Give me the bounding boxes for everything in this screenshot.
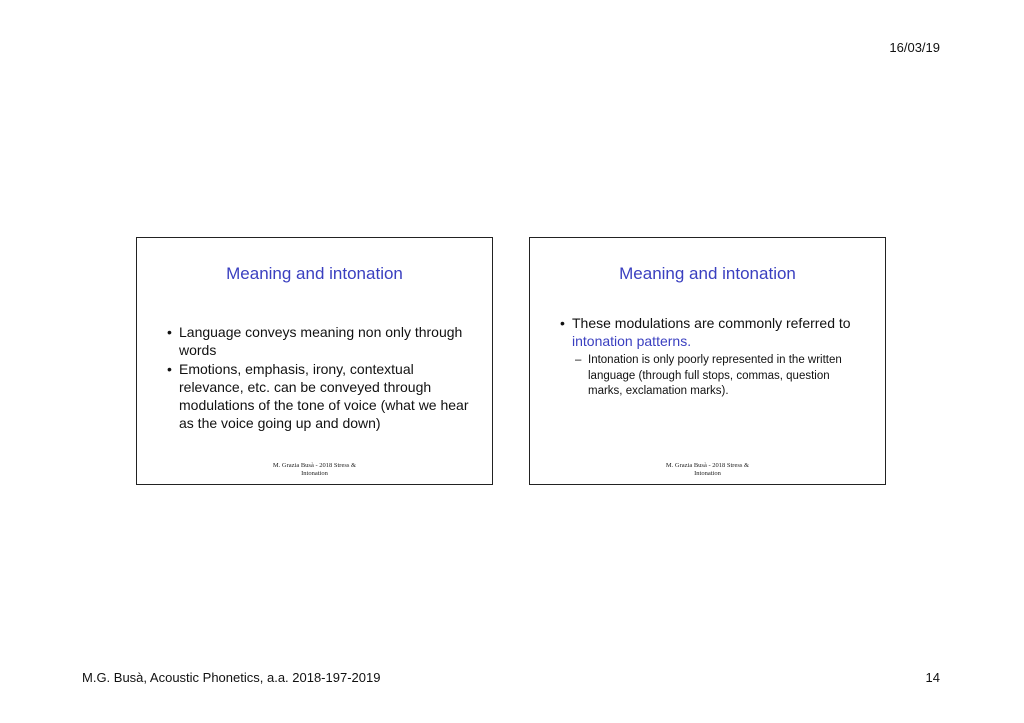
bullet-item: • Emotions, emphasis, irony, contextual relevance, etc. can be conveyed through modulations of the tone of voice (what we hear as the voice going up and down) xyxy=(167,360,472,432)
page-footer-text: M.G. Busà, Acoustic Phonetics, a.a. 2018-197-2019 xyxy=(82,670,381,685)
slide-footer-line: Intonation xyxy=(694,470,721,477)
slide-thumbnail-2 xyxy=(529,237,886,485)
bullet-item: • Language conveys meaning non only through words xyxy=(167,323,472,359)
slide-thumbnail-1 xyxy=(136,237,493,485)
slide-title: Meaning and intonation xyxy=(226,264,403,283)
slide-title: Meaning and intonation xyxy=(619,264,796,283)
dash-marker: – xyxy=(575,354,582,366)
slide-footer-line: Intonation xyxy=(301,470,328,477)
bullet-list xyxy=(560,314,865,400)
bullet-list xyxy=(167,323,472,433)
sub-bullet-item xyxy=(560,353,865,400)
slide-footer xyxy=(137,462,492,478)
sub-bullet-text: Intonation is only poorly represented in the written language (through full stops, commas, question marks, exclamation marks). xyxy=(588,354,842,397)
slide-footer xyxy=(530,462,885,478)
page-number: 14 xyxy=(925,670,940,685)
slide-footer-line: M. Grazia Busà - 2018 Stress & xyxy=(272,462,357,469)
bullet-highlight: intonation patterns. xyxy=(572,333,692,349)
bullet-text: These modulations are commonly referred to xyxy=(572,315,851,331)
page-date: 16/03/19 xyxy=(889,40,940,55)
slide-footer-line: M. Grazia Busà - 2018 Stress & xyxy=(665,462,750,469)
bullet-item xyxy=(560,314,865,350)
